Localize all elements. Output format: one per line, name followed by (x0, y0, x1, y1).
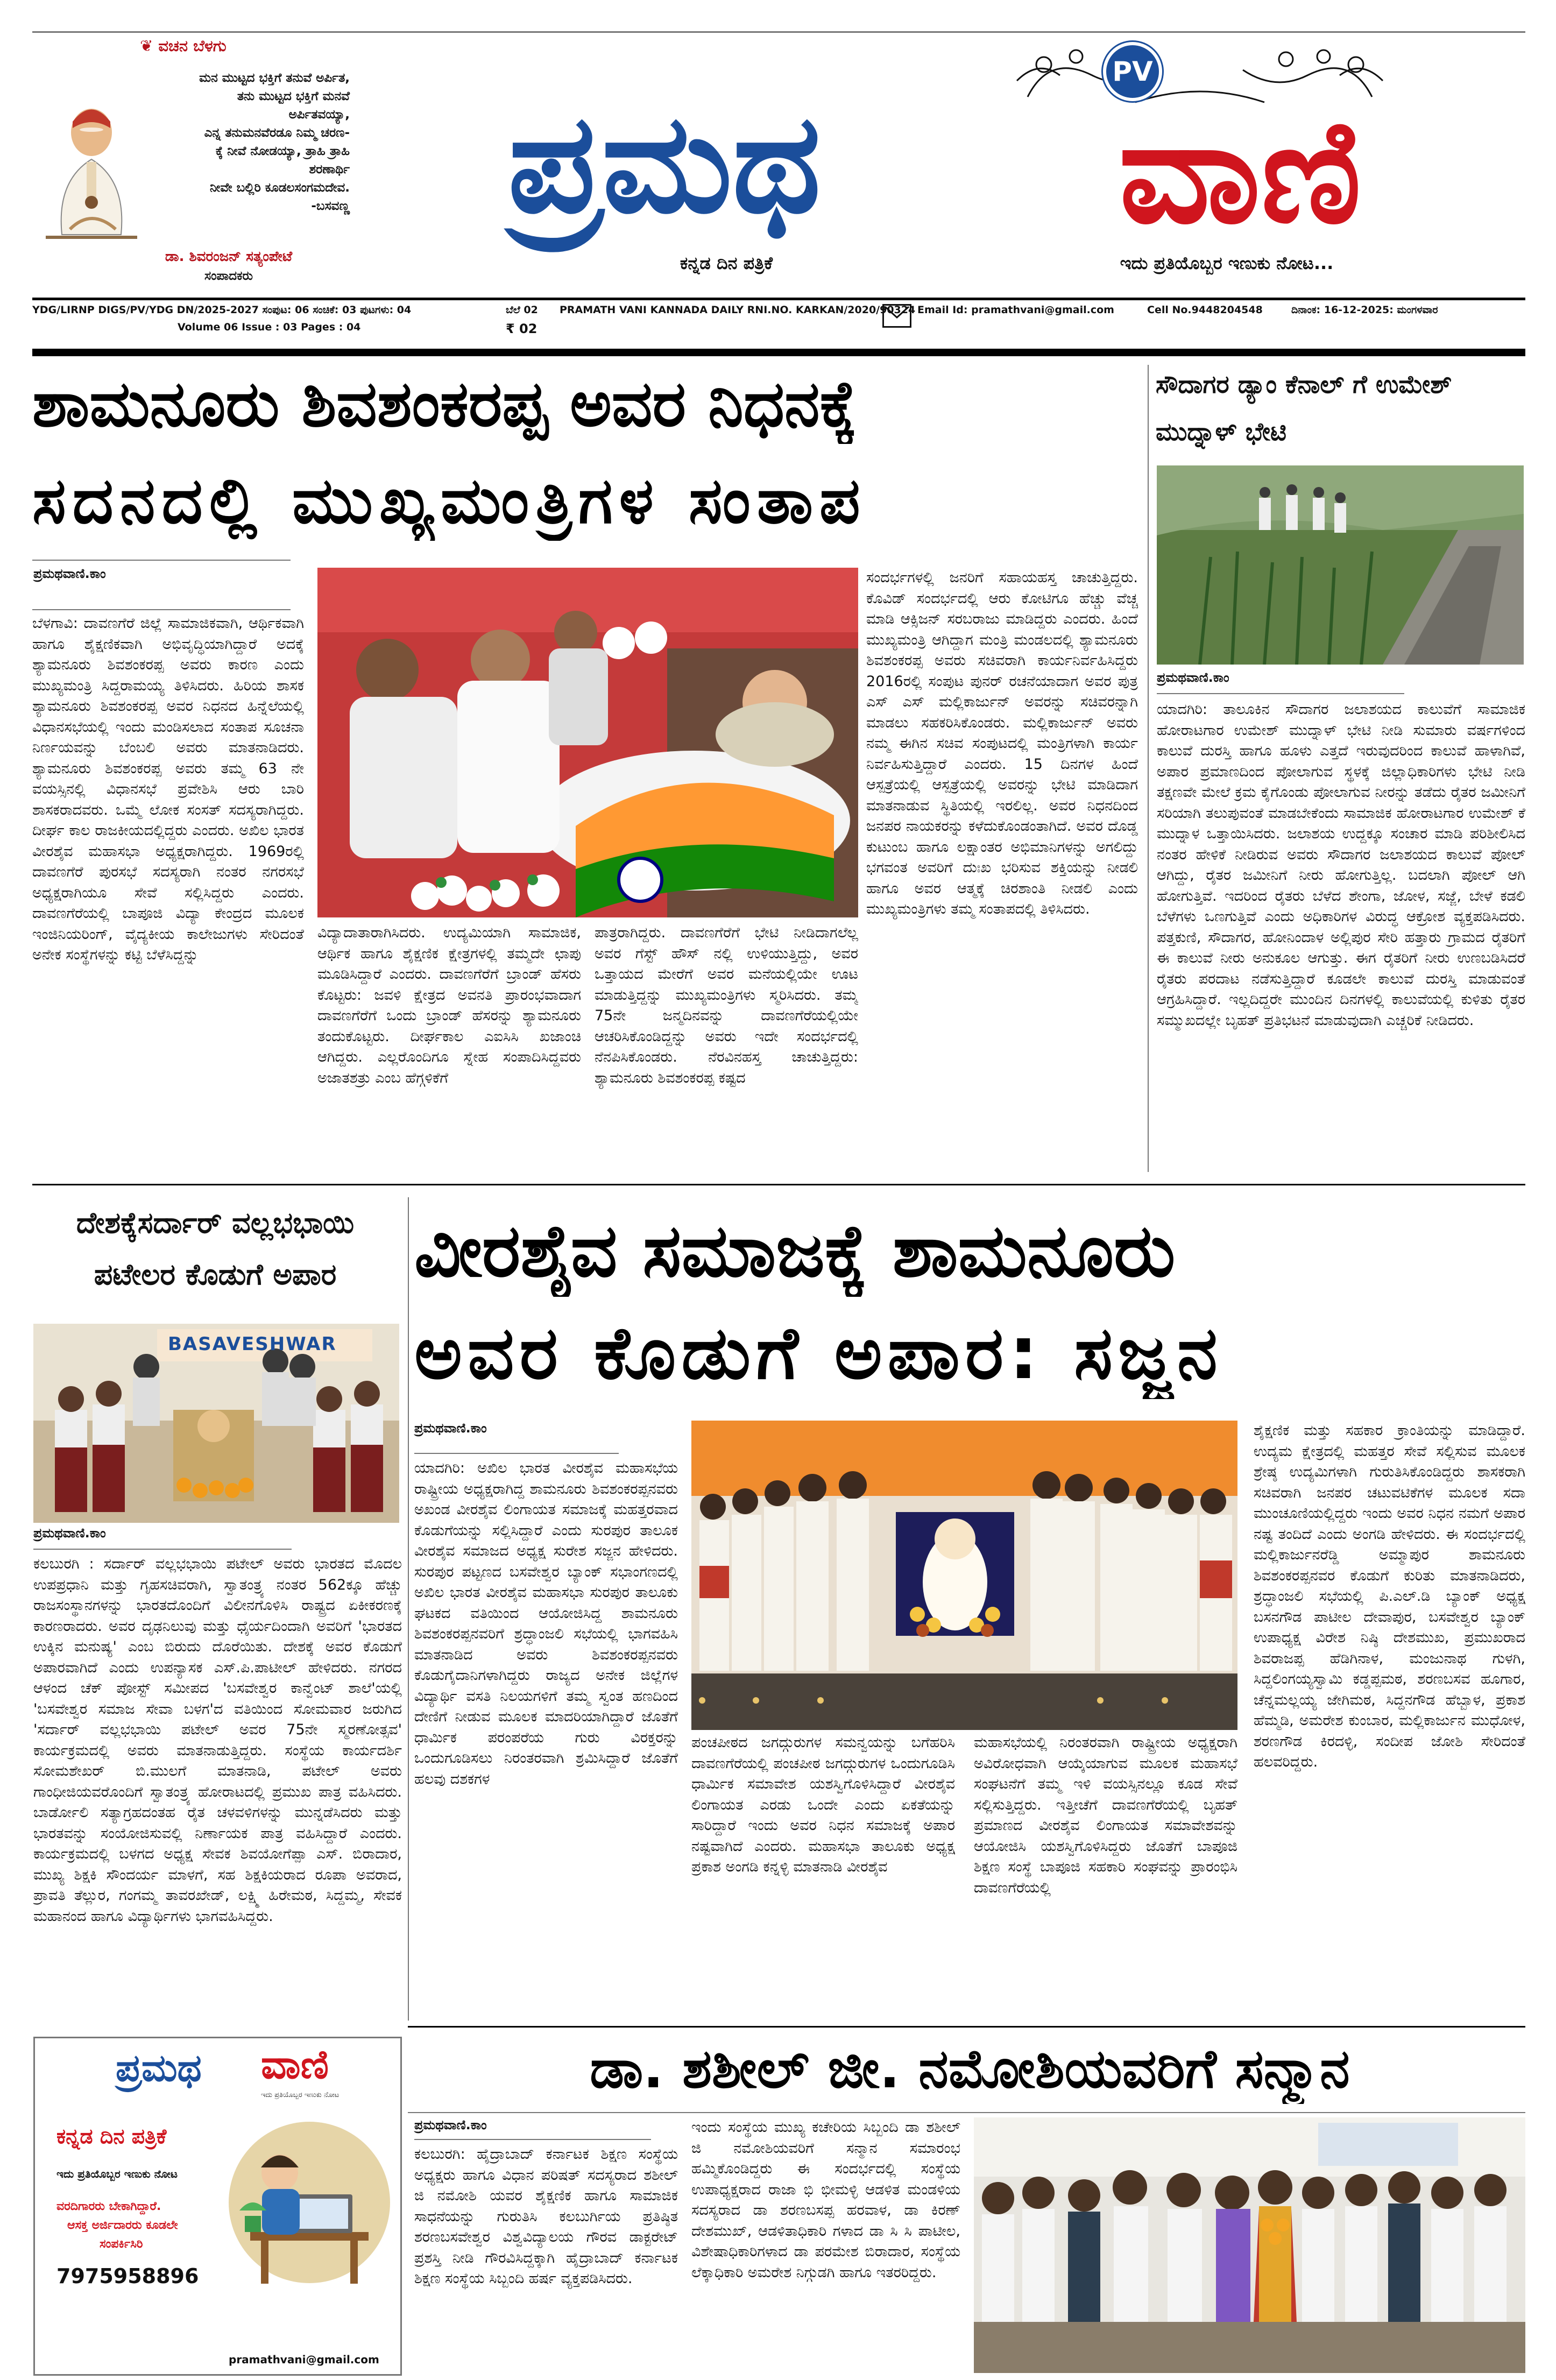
story3-photo (33, 1324, 399, 1523)
info-cell: Cell No.9448204548 (1147, 304, 1263, 316)
story3-body: ಕಲಬುರಗಿ : ಸರ್ದಾರ್ ವಲ್ಲಭಭಾಯಿ ಪಟೇಲ್ ಅವರು ಭಾರತದ ಮೊದಲ ಉಪಪ್ರಧಾನಿ ಮತ್ತು ಗೃಹಸಚಿವರಾಗಿ, ಸ್ವಾತಂತ್ರ್ಯ ನಂತರ 562ಕ್ಕೂ ಹೆಚ್ಚು ರಾಜಸಂಸ್ಥಾನಗಳನ್ನು ಭಾರತದೊಂದಿಗೆ ವಿಲೀನಗೊಳಿಸಿ ರಾಷ್ಟ್ರದ ಏಕೀಕರಣಕ್ಕೆ ಕಾರಣರಾದರು. ಅವರ ದೃಢನಿಲುವು ಮತ್ತು ಧೈರ್ಯದಿಂದಾಗಿ ಅವರಿಗೆ 'ಭಾರತದ ಉಕ್ಕಿನ ಮನುಷ್ಯ' ಎಂಬ ಬಿರುದು ದೊರೆಯಿತು. ದೇಶಕ್ಕೆ ಅವರ ಕೊಡುಗೆ ಅಪಾರವಾಗಿದೆ ಎಂದು ಉಪನ್ಯಾಸಕ ಎಸ್.ಪಿ.ಪಾಟೀಲ್ ಹೇಳಿದರು. ನಗರದ ಆಳಂದ ಚೆಕ್ ಪೋಸ್ಟ್ ಸಮೀಪದ 'ಬಸವೇಶ್ವರ ಕಾನ್ವೆಂಟ್ ಶಾಲೆ'ಯಲ್ಲಿ 'ಬಸವೇಶ್ವರ ಸಮಾಜ ಸೇವಾ ಬಳಗ'ದ ವತಿಯಿಂದ ಸೋಮವಾರ ಜರುಗಿದ 'ಸರ್ದಾರ್ ವಲ್ಲಭಭಾಯಿ ಪಟೇಲ್ ಅವರ 75ನೇ ಸ್ಮರಣೋತ್ಸವ' ಕಾರ್ಯಕ್ರಮದಲ್ಲಿ ಅವರು ಮಾತನಾಡುತ್ತಿದ್ದರು. ಸಂಸ್ಥೆಯ ಕಾರ್ಯದರ್ಶಿ ಸೋಮಶೇಖರ್ ಬಿ.ಮುಲಗೆ ಮಾತನಾಡಿ, ಪಟೇಲ್ ಅವರು ಗಾಂಧೀಜಿಯವರೊಂದಿಗೆ ಸ್ವಾತಂತ್ರ್ಯ ಹೋರಾಟದಲ್ಲಿ ಪ್ರಮುಖ ಪಾತ್ರ ವಹಿಸಿದರು. ಬಾರ್ಡೋಲಿ ಸತ್ಯಾಗ್ರಹದಂತಹ ರೈತ ಚಳವಳಿಗಳನ್ನು ಮುನ್ನಡೆಸಿದರು ಮತ್ತು ಭಾರತವನ್ನು ಸಂಯೋಜಿಸುವಲ್ಲಿ ನಿರ್ಣಾಯಕ ಪಾತ್ರ ವಹಿಸಿದ್ದಾರೆ ಎಂದರು. ಕಾರ್ಯಕ್ರಮದಲ್ಲಿ ಬಳಗದ ಅಧ್ಯಕ್ಷ ಸೇವಕ ಶಿವಯೋಗೆಪ್ಪಾ ಎಸ್. ಬಿರಾದಾರ, ಮುಖ್ಯ ಶಿಕ್ಷಕಿ ಸೌಂದರ್ಯ ಮಾಳಗೆ, ಸಹ ಶಿಕ್ಷಕಿಯರಾದ ರೂಪಾ ಅವರಾದ, ಪ್ರಾವತಿ ತೆಲ್ಲುರ, ಗಂಗಮ್ಮ ತಾವರಖೇಡ್, ಲಕ್ಷ್ಮಿ ಹಿರೇಮಠ, ಸಿದ್ದಮ್ಮ, ಸೇವಕ ಮಹಾನಂದ ಹಾಗೂ ವಿದ್ಯಾರ್ಥಿಗಳು ಭಾಗವಹಿಸಿದ್ದರು. (33, 1556, 402, 1925)
ad-email: pramathvani@gmail.com (229, 2353, 379, 2366)
story5-col1: ಕಲಬುರಗಿ: ಹೈದ್ರಾಬಾದ್ ಕರ್ನಾಟಕ ಶಿಕ್ಷಣ ಸಂಸ್ಥೆಯ ಅಧ್ಯಕ್ಷರು ಹಾಗೂ ವಿಧಾನ ಪರಿಷತ್ ಸದಸ್ಯರಾದ ಶಶೀಲ್ ಜಿ ನಮೋಶಿ ಯವರ ಶೈಕ್ಷಣಿಕ ಹಾಗೂ ಸಾಮಾಜಿಕ ಸಾಧನೆಯನ್ನು ಗುರುತಿಸಿ ಕಲಬುರ್ಗಿಯ ಪ್ರತಿಷ್ಠಿತ ಶರಣಬಸವೇಶ್ವರ ವಿಶ್ವವಿದ್ಯಾಲಯ ಗೌರವ ಡಾಕ್ಟರೇಟ್ ಪ್ರಶಸ್ತಿ ನೀಡಿ ಗೌರವಿಸಿದ್ದಕ್ಕಾಗಿ ಹೈದ್ರಾಬಾದ್ ಕರ್ನಾಟಕ ಶಿಕ್ಷಣ ಸಂಸ್ಥೆಯ ಸಿಬ್ಬಂದಿ ಹರ್ಷ ವ್ಯಕ್ತಪಡಿಸಿದರು. (414, 2146, 678, 2287)
info-volume: Volume 06 Issue : 03 Pages : 04 (178, 321, 361, 333)
story1-byline-rule-bottom (32, 609, 291, 610)
story5-headline-rule (408, 2112, 1525, 2113)
story1-byline: ಪ್ರಮಥವಾಣಿ.ಕಾಂ (33, 566, 106, 581)
story1-photo (317, 568, 858, 917)
story4-headline-line2: ಅವರ ಕೊಡುಗೆ ಅಪಾರ: ಸಜ್ಜನ (414, 1311, 1223, 1395)
story5-headline: ಡಾ. ಶಶೀಲ್ ಜೀ. ನಮೋಶಿಯವರಿಗೆ ಸನ್ಮಾನ (590, 2037, 1350, 2100)
story2-byline-rule (1157, 693, 1404, 694)
info-bar-bottom-rule (32, 349, 1525, 356)
story1-col3: ಪಾತ್ರರಾಗಿದ್ದರು. ದಾವಣಗೆರೆಗೆ ಭೇಟಿ ನೀಡಿದಾಗಲೆಲ್ಲ ಅವರ ಗೆಸ್ಟ್ ಹೌಸ್ ನಲ್ಲಿ ಉಳಿಯುತ್ತಿದ್ದು, ಅವರ ಒತ್ತಾಯದ ಮೇರೆಗೆ ಅವರ ಮನೆಯಲ್ಲಿಯೇ ಊಟ ಮಾಡುತ್ತಿದ್ದನ್ನು ಮುಖ್ಯಮಂತ್ರಿಗಳು ಸ್ಮರಿಸಿದರು. ತಮ್ಮ 75ನೇ ಜನ್ಮದಿನವನ್ನು ದಾವಣಗೆರೆಯಲ್ಲಿಯೇ ಆಚರಿಸಿಕೊಂಡಿದ್ದನ್ನು ಅವರು ಇದೇ ಸಂದರ್ಭದಲ್ಲಿ ನೆನಪಿಸಿಕೊಂಡರು. ನೆರವಿನಹಸ್ತ ಚಾಚುತ್ತಿದ್ದರು: ಶ್ಯಾಮನೂರು ಶಿವಶಂಕರಪ್ಪ ಕಷ್ಟದ (595, 924, 858, 1086)
story4-byline: ಪ್ರಮಥವಾಣಿ.ಕಾಂ (414, 1421, 487, 1436)
story1-col2: ವಿದ್ಯಾದಾತಾರಾಗಿಸಿದರು. ಉದ್ಯಮಿಯಾಗಿ ಸಾಮಾಜಿಕ, ಆರ್ಥಿಕ ಹಾಗೂ ಶೈಕ್ಷಣಿಕ ಕ್ಷೇತ್ರಗಳಲ್ಲಿ ತಮ್ಮದೇ ಛಾಪು ಮೂಡಿಸಿದ್ದಾರೆ ಎಂದರು. ದಾವಣಗೆರೆಗೆ ಬ್ರಾಂಡ್ ಹೆಸರು ಕೊಟ್ಟರು: ಜವಳಿ ಕ್ಷೇತ್ರದ ಅವನತಿ ಪ್ರಾರಂಭವಾದಾಗ ದಾವಣಗೆರೆಗೆ ಒಂದು ಬ್ರಾಂಡ್ ಹೆಸರನ್ನು ಶ್ಯಾಮನೂರು ತಂದುಕೊಟ್ಟರು. ದೀರ್ಘಕಾಲ ಎಐಸಿಸಿ ಖಜಾಂಚಿ ಆಗಿದ್ದರು. ಎಲ್ಲರೊಂದಿಗೂ ಸ್ನೇಹ ಸಂಪಾದಿಸಿದ್ದವರು ಅಜಾತಶತ್ರು ಎಂಬ ಹೆಗ್ಗಳಿಕೆಗೆ (317, 924, 581, 1086)
info-price-label: ಬೆಲೆ 02 (506, 304, 538, 316)
story4-byline-rule (414, 1453, 619, 1454)
info-rni: PRAMATH VANI KANNADA DAILY RNI.NO. KARKAN/2020/90324 (560, 304, 916, 316)
mail-icon (882, 304, 911, 328)
ad-line2: ಆಸಕ್ತ ಅರ್ಜಿದಾರರು ಕೂಡಲೇ (67, 2219, 178, 2232)
story2-byline: ಪ್ರಮಥವಾಣಿ.ಕಾಂ (1157, 670, 1229, 685)
top-rule (32, 31, 1525, 33)
ad-title-right: ವಾಣಿ (261, 2042, 329, 2088)
vachana-title: ❦ ವಚನ ಬೆಳಗು (140, 37, 227, 55)
reporter-illustration (229, 2114, 390, 2291)
editor-role: ಸಂಪಾದಕರು (204, 269, 253, 283)
tagline-left: ಕನ್ನಡ ದಿನ ಪತ್ರಿಕೆ (680, 253, 773, 273)
masthead-title-left: ಪ್ರಮಥ (508, 84, 821, 244)
flower-icon: ❦ (140, 37, 153, 55)
story1-headline-line1: ಶಾಮನೂರು ಶಿವಶಂಕರಪ್ಪ ಅವರ ನಿಧನಕ್ಕೆ (32, 366, 857, 441)
advert-box (33, 2037, 402, 2376)
story3-story4-divider (408, 1197, 409, 2021)
ad-mini-tag: ಇದು ಪ್ರತಿಯೊಬ್ಬರ ಇಣುಕು ನೋಟ (261, 2091, 340, 2099)
story4-col3: ಮಹಾಸಭೆಯಲ್ಲಿ ನಿರಂತರವಾಗಿ ರಾಷ್ಟ್ರೀಯ ಅಧ್ಯಕ್ಷರಾಗಿ ಅವಿರೋಧವಾಗಿ ಆಯ್ಕೆಯಾಗುವ ಮೂಲಕ ಮಹಾಸಭೆ ಸಂಘಟನೆಗೆ ತಮ್ಮ ಇಳಿ ವಯಸ್ಸಿನಲ್ಲೂ ಕೂಡ ಸೇವೆ ಸಲ್ಲಿಸುತ್ತಿದ್ದರು. ಇತ್ತೀಚೆಗೆ ದಾವಣಗೆರೆಯಲ್ಲಿ ಬೃಹತ್ ಪ್ರಮಾಣದ ವೀರಶೈವ ಲಿಂಗಾಯತ ಸಮಾವೇಶವನ್ನು ಆಯೋಜಿಸಿ ಯಶಸ್ವಿಗೊಳಿಸಿದ್ದರು ಜೊತೆಗೆ ಬಾಪೂಜಿ ಶಿಕ್ಷಣ ಸಂಸ್ಥೆ ಬಾಪೂಜಿ ಸಹಕಾರಿ ಸಂಘವನ್ನು ಪ್ರಾರಂಭಿಸಿ ದಾವಣಗೆರೆಯಲ್ಲಿ (974, 1734, 1237, 1896)
story5-byline-rule (414, 2139, 651, 2140)
ad-line1: ವರದಿಗಾರರು ಬೇಕಾಗಿದ್ದಾರೆ. (56, 2200, 161, 2213)
story3-banner-text: BASAVESHWAR (168, 1333, 337, 1355)
info-email: Email Id: pramathvani@gmail.com (917, 304, 1114, 316)
story1-byline-rule (32, 560, 291, 561)
vachana-text: ಮನ ಮುಟ್ಟದ ಭಕ್ತಿಗೆ ತನುವೆ ಅರ್ಪಿತ, ತನು ಮುಟ್ಟದ ಭಕ್ತಿಗೆ ಮನವೆ ಅರ್ಪಿತವಯ್ಯಾ, ಎನ್ನ ತನುಮನವೆರಡೂ ನಿಮ್ಮ ಚರಣ- ಕ್ಕೆ ನೀವೆ ನೋಡಯ್ಯಾ, ತ್ರಾಹಿ ತ್ರಾಹಿ ಶರಣಾರ್ಥಿ ನೀವೇ ಬಲ್ಲಿರಿ ಕೂಡಲಸಂಗಮದೇವ. -ಬಸವಣ್ಣ (199, 71, 350, 213)
story4-col2: ಪಂಚಪೀಠದ ಜಗದ್ಗುರುಗಳ ಸಮನ್ವಯನ್ನು ಬಗೆಹರಿಸಿ ದಾವಣಗೆರೆಯಲ್ಲಿ ಪಂಚಪೀಠ ಜಗದ್ಗುರುಗಳ ಒಂದುಗೂಡಿಸಿ ಧಾರ್ಮಿಕ ಸಮಾವೇಶ ಯಶಸ್ವಿಗೊಳಿಸಿದ್ದಾರೆ ವೀರಶೈವ ಲಿಂಗಾಯತ ಎರಡು ಒಂದೇ ಎಂದು ಏಕತೆಯನ್ನು ಸಾರಿದ್ದಾರೆ ಇಂದು ಅವರ ನಿಧನ ಸಮಾಜಕ್ಕೆ ಅಪಾರ ನಷ್ಟವಾಗಿದೆ ಎಂದರು. ಮಹಾಸಭಾ ತಾಲೂಕು ಅಧ್ಯಕ್ಷ ಪ್ರಕಾಶ ಅಂಗಡಿ ಕನ್ನಳ್ಳಿ ಮಾತನಾಡಿ ವೀರಶೈವ (691, 1734, 955, 1875)
info-bar (32, 303, 1525, 341)
ad-title-left: ಪ್ರಮಥ (116, 2046, 202, 2090)
story5-col2: ಇಂದು ಸಂಸ್ಥೆಯ ಮುಖ್ಯ ಕಚೇರಿಯ ಸಿಬ್ಬಂದಿ ಡಾ ಶಶೀಲ್ ಜಿ ನಮೋಶಿಯವರಿಗೆ ಸನ್ಮಾನ ಸಮಾರಂಭ ಹಮ್ಮಿಕೊಂಡಿದ್ದರು ಈ ಸಂದರ್ಭದಲ್ಲಿ ಸಂಸ್ಥೆಯ ಉಪಾಧ್ಯಕ್ಷರಾದ ರಾಜಾ ಭಿ ಭೀಮಳ್ಳಿ ಆಡಳಿತ ಮಂಡಳಿಯ ಸದಸ್ಯರಾದ ಡಾ ಶರಣಬಸಪ್ಪ ಹರವಾಳ, ಡಾ ಕಿರಣ್ ದೇಶಮುಖ್, ಆಡಳಿತಾಧಿಕಾರಿ ಗಳಾದ ಡಾ ಸಿ ಸಿ ಪಾಟೀಲ, ವಿಶೇಷಾಧಿಕಾರಿಗಳಾದ ಡಾ ಪರಮೇಶ ಬಿರಾದಾರ, ಸಂಸ್ಥೆಯ ಲೆಕ್ಕಾಧಿಕಾರಿ ಅಮರೇಶ ನಿಗ್ಗುಡಗಿ ಹಾಗೂ ಇತರರಿದ್ದರು. (691, 2119, 960, 2281)
story5-photo (974, 2117, 1525, 2373)
story2-photo (1157, 465, 1524, 665)
story1-headline-line2: ಸದನದಲ್ಲಿ ಮುಖ್ಯಮಂತ್ರಿಗಳ ಸಂತಾಪ (32, 463, 867, 538)
story3-headline: ದೇಶಕ್ಕೆಸರ್ದಾರ್ ವಲ್ಲಭಭಾಯಿ ಪಟೇಲರ ಕೊಡುಗೆ ಅಪಾರ (76, 1206, 355, 1291)
vachana-box (32, 36, 350, 259)
story5-byline: ಪ್ರಮಥವಾಣಿ.ಕಾಂ (414, 2117, 487, 2132)
info-price: ₹ 02 (506, 321, 537, 336)
story2-headline: ಸೌದಾಗರ ಡ್ಯಾಂ ಕೆನಾಲ್ ಗೆ ಉಮೇಶ್ ಮುದ್ನಾಳ್ ಭೇಟಿ (1156, 370, 1452, 446)
story1-story2-divider (1148, 365, 1149, 1172)
story1-col4: ಸಂದರ್ಭಗಳಲ್ಲಿ ಜನರಿಗೆ ಸಹಾಯಹಸ್ತ ಚಾಚುತ್ತಿದ್ದರು. ಕೊವಿಡ್ ಸಂದರ್ಭದಲ್ಲಿ ಆರು ಕೋಟಿಗೂ ಹೆಚ್ಚು ವೆಚ್ಚ ಮಾಡಿ ಆಕ್ಸಿಜನ್ ಸರಬರಾಜು ಮಾಡಿದ್ದರು ಎಂದರು. ಹಿಂದೆ ಮುಖ್ಯಮಂತ್ರಿ ಆಗಿದ್ದಾಗ ಮಂತ್ರಿ ಮಂಡಲದಲ್ಲಿ ಶ್ಯಾಮನೂರು ಶಿವಶಂಕರಪ್ಪ ಅವರು ಸಚಿವರಾಗಿ ಕಾರ್ಯನಿರ್ವಹಿಸಿದ್ದರು 2016ರಲ್ಲಿ ಸಂಪುಟ ಪುನರ್ ರಚನೆಯಾದಾಗ ಅವರ ಪುತ್ರ ಎಸ್ ಎಸ್ ಮಲ್ಲಿಕಾರ್ಜುನ್ ಅವರನ್ನು ಸಚಿವರನ್ನಾಗಿ ಮಾಡಲು ಸಹಕರಿಸಿಕೊಂಡರು. ಮಲ್ಲಿಕಾರ್ಜುನ್ ಅವರು ನಮ್ಮ ಈಗಿನ ಸಚಿವ ಸಂಪುಟದಲ್ಲಿ ಮಂತ್ರಿಗಳಾಗಿ ಕಾರ್ಯ ನಿರ್ವಹಿಸುತ್ತಿದ್ದಾರೆ ಎಂದರು. 15 ದಿನಗಳ ಹಿಂದೆ ಆಸ್ಪತ್ರೆಯಲ್ಲಿ ಆಸ್ಪತ್ರೆಯಲ್ಲಿ ಅವರನ್ನು ಭೇಟಿ ಮಾಡಿದಾಗ ಮಾತನಾಡುವ ಸ್ಥಿತಿಯಲ್ಲಿ ಇರಲಿಲ್ಲ. ಅವರ ನಿಧನದಿಂದ ಜನಪರ ನಾಯಕರನ್ನು ಕಳೆದುಕೊಂಡಂತಾಗಿದೆ. ಅವರ ದೊಡ್ಡ ಕುಟುಂಬ ಹಾಗೂ ಲಕ್ಷಾಂತರ ಅಭಿಮಾನಿಗಳನ್ನು ಅಗಲಿದ್ದು ಭಗವಂತ ಅವರಿಗೆ ದುಃಖ ಭರಿಸುವ ಶಕ್ತಿಯನ್ನು ನೀಡಲಿ ಹಾಗೂ ಅವರ ಆತ್ಮಕ್ಕೆ ಚಿರಶಾಂತಿ ನೀಡಲಿ ಎಂದು ಮುಖ್ಯಮಂತ್ರಿಗಳು ತಮ್ಮ ಸಂತಾಪದಲ್ಲಿ ತಿಳಿಸಿದರು. (866, 569, 1138, 917)
ad-line3: ಸಂಪರ್ಕಿಸಿರಿ (100, 2237, 143, 2251)
ad-tagline: ಇದು ಪ್ರತಿಯೊಬ್ಬರ ಇಣುಕು ನೋಟ (56, 2167, 178, 2180)
story3-byline-rule (33, 1549, 292, 1550)
info-bar-top-rule (32, 298, 1525, 300)
section-divider-1 (32, 1184, 1525, 1185)
masthead-title-right: ವಾಣಿ (1119, 91, 1362, 255)
story4-headline-line1: ವೀರಶೈವ ಸಮಾಜಕ್ಕೆ ಶಾಮನೂರು (414, 1209, 1176, 1293)
tagline-right: ಇದು ಪ್ರತಿಯೊಬ್ಬರ ಇಣುಕು ನೋಟ... (1120, 253, 1334, 273)
info-reg: YDG/LIRNP DIGS/PV/YDG DN/2025-2027 ಸಂಪುಟ: 06 ಸಂಚಿಕೆ: 03 ಪುಟಗಳು: 04 (32, 304, 412, 316)
story4-col4: ಶೈಕ್ಷಣಿಕ ಮತ್ತು ಸಹಕಾರ ಕ್ರಾಂತಿಯನ್ನು ಮಾಡಿದ್ದಾರೆ. ಉದ್ಯಮ ಕ್ಷೇತ್ರದಲ್ಲಿ ಮಹತ್ತರ ಸೇವೆ ಸಲ್ಲಿಸುವ ಮೂಲಕ ಶ್ರೇಷ್ಠ ಉದ್ಯಮಿಗಳಾಗಿ ಗುರುತಿಸಿಕೊಂಡಿದ್ದರು ಶಾಸಕರಾಗಿ ಸಚಿವರಾಗಿ ಜನಪರ ಚಟುವಟಿಕೆಗಳ ಮೂಲಕ ಸದಾ ಮುಂಚೂಣಿಯಲ್ಲಿದ್ದರು ಇಂದು ಅವರ ನಿಧನ ನಮಗೆ ಅಪಾರ ನಷ್ಟ ತಂದಿದೆ ಎಂದು ಅಂಗಡಿ ಹೇಳಿದರು. ಈ ಸಂದರ್ಭದಲ್ಲಿ ಮಲ್ಲಿಕಾರ್ಜುನರೆಡ್ಡಿ ಅಮ್ಮಾಪುರ ಶಾಮನೂರು ಶಿವಶಂಕರಪ್ಪನವರ ಕೊಡುಗೆ ಕುರಿತು ಮಾತನಾಡಿದರು, ಶ್ರದ್ಧಾಂಜಲಿ ಸಭೆಯಲ್ಲಿ ಪಿ.ಎಲ್.ಡಿ ಬ್ಯಾಂಕ್ ಅಧ್ಯಕ್ಷ ಬಸನಗೌಡ ಪಾಟೀಲ ದೇವಾಪುರ, ಬಸವೇಶ್ವರ ಬ್ಯಾಂಕ್ ಉಪಾಧ್ಯಕ್ಷ ವಿರೇಶ ನಿಷ್ಠಿ ದೇಶಮುಖ, ಪ್ರಮುಖರಾದ ಶಿವರಾಜಪ್ಪ ಹೆಡಿಗಿನಾಳ, ಮಂಜುನಾಥ ಗುಳಗಿ, ಸಿದ್ದಲಿಂಗಯ್ಯಸ್ವಾಮಿ ಕಡ್ಡಪ್ಪಮಠ, ಶರಣಬಸವ ಹೂಗಾರ, ಚೆನ್ನಮಲ್ಲಯ್ಯ ಜೇಗಿಮಠ, ಸಿದ್ದನಗೌಡ ಹೆಬ್ಬಾಳ, ಪ್ರಕಾಶ ಹೆಮ್ಮಡಿ, ಅಮರೇಶ ಕುಂಬಾರ, ಮಲ್ಲಿಕಾರ್ಜುನ ಮುಧೋಳ, ಶರಣಗೌಡ ಕಿರದಳ್ಳಿ, ಸಂದೀಪ ಜೋಶಿ ಸೇರಿದಂತೆ ಹಲವರಿದ್ದರು. (1254, 1422, 1525, 1770)
story3-byline: ಪ್ರಮಥವಾಣಿ.ಕಾಂ (33, 1526, 106, 1541)
story1-col1: ಬೆಳಗಾವಿ: ದಾವಣಗೆರೆ ಜಿಲ್ಲೆ ಸಾಮಾಜಿಕವಾಗಿ, ಆರ್ಥಿಕವಾಗಿ ಹಾಗೂ ಶೈಕ್ಷಣಿಕವಾಗಿ ಅಭಿವೃದ್ಧಿಯಾಗಿದ್ದಾರೆ ಅದಕ್ಕೆ ಶ್ಯಾಮನೂರು ಶಿವಶಂಕರಪ್ಪ ಅವರು ಕಾರಣ ಎಂದು ಮುಖ್ಯಮಂತ್ರಿ ಸಿದ್ದರಾಮಯ್ಯ ತಿಳಿಸಿದರು. ಹಿರಿಯ ಶಾಸಕ ಶ್ಯಾಮನೂರು ಶಿವಶಂಕರಪ್ಪ ಅವರ ನಿಧನದ ಹಿನ್ನೆಲೆಯಲ್ಲಿ ವಿಧಾನಸಭೆಯಲ್ಲಿ ಇಂದು ಮಂಡಿಸಲಾದ ಸಂತಾಪ ಸೂಚನಾ ನಿರ್ಣಯವನ್ನು ಬೆಂಬಲಿ ಅವರು ಮಾತನಾಡಿದರು. ಶ್ಯಾಮನೂರು ಶಿವಶಂಕರಪ್ಪ ಅವರು ತಮ್ಮ 63 ನೇ ವಯಸ್ಸಿನಲ್ಲಿ ವಿಧಾನಸಭೆ ಪ್ರವೇಶಿಸಿ ಆರು ಬಾರಿ ಶಾಸಕರಾದವರು. ಒಮ್ಮೆ ಲೋಕ ಸಂಸತ್ ಸದಸ್ಯರಾಗಿದ್ದರು. ದೀರ್ಘ ಕಾಲ ರಾಜಕೀಯದಲ್ಲಿದ್ದರು ಎಂದರು. ಅಖಿಲ ಭಾರತ ವೀರಶೈವ ಮಹಾಸಭಾ ಅಧ್ಯಕ್ಷರಾಗಿದ್ದರು. 1969ರಲ್ಲಿ ದಾವಣಗೆರೆ ಪುರಸಭೆ ಸದಸ್ಯರಾಗಿ ನಂತರ ನಗರಸಭೆ ಅಧ್ಯಕ್ಷರಾಗಿಯೂ ಸೇವೆ ಸಲ್ಲಿಸಿದ್ದರು ಎಂದರು. ದಾವಣಗೆರೆಯಲ್ಲಿ ಬಾಪೂಜಿ ವಿದ್ಯಾ ಕೇಂದ್ರದ ಮೂಲಕ ಇಂಜಿನಿಯರಿಂಗ್, ವೈದ್ಯಕೀಯ ಕಾಲೇಜುಗಳು ಸೇರಿದಂತೆ ಅನೇಕ ಸಂಸ್ಥೆಗಳನ್ನು ಕಟ್ಟಿ ಬೆಳೆಸಿದ್ದನ್ನು (32, 615, 304, 963)
story4-photo (691, 1421, 1237, 1730)
ad-phone: 7975958896 (56, 2264, 199, 2288)
story2-body: ಯಾದಗಿರಿ: ತಾಲೂಕಿನ ಸೌದಾಗರ ಜಲಾಶಯದ ಕಾಲುವೆಗೆ ಸಾಮಾಜಿಕ ಹೋರಾಟಗಾರ ಉಮೇಶ್ ಮುದ್ನಾಳ್ ಭೇಟಿ ನೀಡಿ ಸುಮಾರು ವರ್ಷಗಳಿಂದ ಕಾಲುವೆ ದುರಸ್ತಿ ಹಾಗೂ ಹೂಳು ಎತ್ತದೆ ಇರುವುದರಿಂದ ಕಾಲುವೆ ಹಾಳಾಗಿವೆ, ಅಪಾರ ಪ್ರಮಾಣದಿಂದ ಪೋಲಾಗುವ ಸ್ಥಳಕ್ಕೆ ಜಿಲ್ಲಾಧಿಕಾರಿಗಳು ಭೇಟಿ ನೀಡಿ ತಕ್ಷಣವೇ ಮೇಲೆ ಕ್ರಮ ಕೈಗೊಂಡು ಪೋಲಾಗುವ ನೀರನ್ನು ತಡೆದು ರೈತರ ಜಮೀನಿಗೆ ಸರಿಯಾಗಿ ತಲುಪುವಂತೆ ಮಾಡಬೇಕೆಂದು ಸಾಮಾಜಿಕ ಹೋರಾಟಗಾರ ಉಮೇಶ್ ಕೆ ಮುದ್ನಾಳ ಒತ್ತಾಯಿಸಿದರು. ಜಲಾಶಯ ಉದ್ದಕ್ಕೂ ಸಂಚಾರ ಮಾಡಿ ಪರಿಶೀಲಿಸಿದ ನಂತರ ಹೇಳಿಕೆ ನೀಡಿರುವ ಅವರು ಸೌದಾಗರ ಜಲಾಶಯದ ಕಾಲುವೆ ಪೋಲ್ ಆಗಿದ್ದು, ರೈತರ ಜಮೀನಿಗೆ ನೀರು ಹೋಗುತ್ತಿಲ್ಲ. ಬದಲಾಗಿ ಪೋಲ್ ಆಗಿ ಹೋಗುತ್ತಿವೆ. ಇದರಿಂದ ರೈತರು ಬೆಳೆದ ಶೇಂಗಾ, ಜೋಳ, ಸಜ್ಜೆ, ಬೇಳೆ ಕಡಲಿ ಬೆಳೆಗಳು ಒಣಗುತ್ತಿವೆ ಎಂದು ಅಧಿಕಾರಿಗಳ ವಿರುದ್ಧ ಆಕ್ರೋಶ ವ್ಯಕ್ತಪಡಿಸಿದರು. ಪತ್ತಕುಣಿ, ಸೌದಾಗರ, ಹೋನಿಂದಾಳ ಅಲ್ಲಿಪುರ ಸೇರಿ ಹತ್ತಾರು ಗ್ರಾಮದ ರೈತರಿಗೆ ಈ ಕಾಲುವೆ ನೀರು ಅನುಕೂಲ ಆಗುತ್ತು. ಈಗ ರೈತರಿಗೆ ನೀರು ಉಣಬಡಿಸಿದರೆ ರೈತರು ಪರದಾಟ ನಡೆಸುತ್ತಿದ್ದಾರೆ ಕೂಡಲೇ ಕಾಲುವೆ ದುರಸ್ತಿ ಮಾಡುವಂತೆ ಆಗ್ರಹಿಸಿದ್ದಾರೆ. ಇಲ್ಲದಿದ್ದರೇ ಮುಂದಿನ ದಿನಗಳಲ್ಲಿ ಕಾಲುವೆಯಲ್ಲಿ ಕುಳಿತು ರೈತರ ಸಮ್ಮುಖದಲ್ಲೇ ಬೃಹತ್ ಪ್ರತಿಭಟನೆ ಮಾಡುವುದಾಗಿ ಎಚ್ಚರಿಕೆ ನೀಡಿದರು. (1157, 701, 1525, 1029)
masthead (0, 0, 1556, 301)
basavanna-illustration (35, 100, 148, 240)
pv-logo-badge: PV (1103, 42, 1162, 101)
section-divider-2 (408, 2026, 1525, 2028)
story4-col1: ಯಾದಗಿರಿ: ಅಖಿಲ ಭಾರತ ವೀರಶೈವ ಮಹಾಸಭೆಯ ರಾಷ್ಟ್ರೀಯ ಅಧ್ಯಕ್ಷರಾಗಿದ್ದ ಶಾಮನೂರು ಶಿವಶಂಕರಪ್ಪನವರು ಅಖಂಡ ವೀರಶೈವ ಲಿಂಗಾಯತ ಸಮಾಜಕ್ಕೆ ಮಹತ್ತರವಾದ ಕೊಡುಗೆಯನ್ನು ಸಲ್ಲಿಸಿದ್ದಾರೆ ಎಂದು ಸುರಪುರ ತಾಲೂಕ ವೀರಶೈವ ಸಮಾಜದ ಅಧ್ಯಕ್ಷ ಸುರೇಶ ಸಜ್ಜನ ಹೇಳಿದರು. ಸುರಪುರ ಪಟ್ಟಣದ ಬಸವೇಶ್ವರ ಬ್ಯಾಂಕ್ ಸಭಾಂಗಣದಲ್ಲಿ ಅಖಿಲ ಭಾರತ ವೀರಶೈವ ಮಹಾಸಭಾ ಸುರಪುರ ತಾಲೂಕು ಘಟಕದ ವತಿಯಿಂದ ಆಯೋಜಿಸಿದ್ದ ಶಾಮನೂರು ಶಿವಶಂಕರಪ್ಪನವರಿಗೆ ಶ್ರದ್ಧಾಂಜಲಿ ಸಭೆಯಲ್ಲಿ ಭಾಗವಹಿಸಿ ಮಾತನಾಡಿದ ಅವರು ಶಿವಶಂಕರಪ್ಪನವರು ಕೊಡುಗೈದಾನಿಗಳಾಗಿದ್ದರು ರಾಜ್ಯದ ಅನೇಕ ಜಿಲ್ಲೆಗಳ ವಿದ್ಯಾರ್ಥಿ ವಸತಿ ನಿಲಯಗಳಿಗೆ ತಮ್ಮ ಸ್ವಂತ ಹಣದಿಂದ ದೇಣಿಗೆ ನೀಡುವ ಮೂಲಕ ಮಾದರಿಯಾಗಿದ್ದಾರೆ ಜೊತೆಗೆ ಧಾರ್ಮಿಕ ಪರಂಪರೆಯ ಗುರು ವಿರಕ್ತರನ್ನು ಒಂದುಗೂಡಿಸಲು ನಿರಂತರವಾಗಿ ಶ್ರಮಿಸಿದ್ದಾರೆ ಜೊತೆಗೆ ಹಲವು ದಶಕಗಳ (414, 1460, 678, 1788)
editor-name: ಡಾ. ಶಿವರಂಜನ್ ಸತ್ಯಂಪೇಟೆ (165, 249, 293, 265)
info-date: ದಿನಾಂಕ: 16-12-2025: ಮಂಗಳವಾರ (1291, 304, 1438, 316)
ad-subtitle: ಕನ್ನಡ ದಿನ ಪತ್ರಿಕೆ (56, 2124, 167, 2148)
